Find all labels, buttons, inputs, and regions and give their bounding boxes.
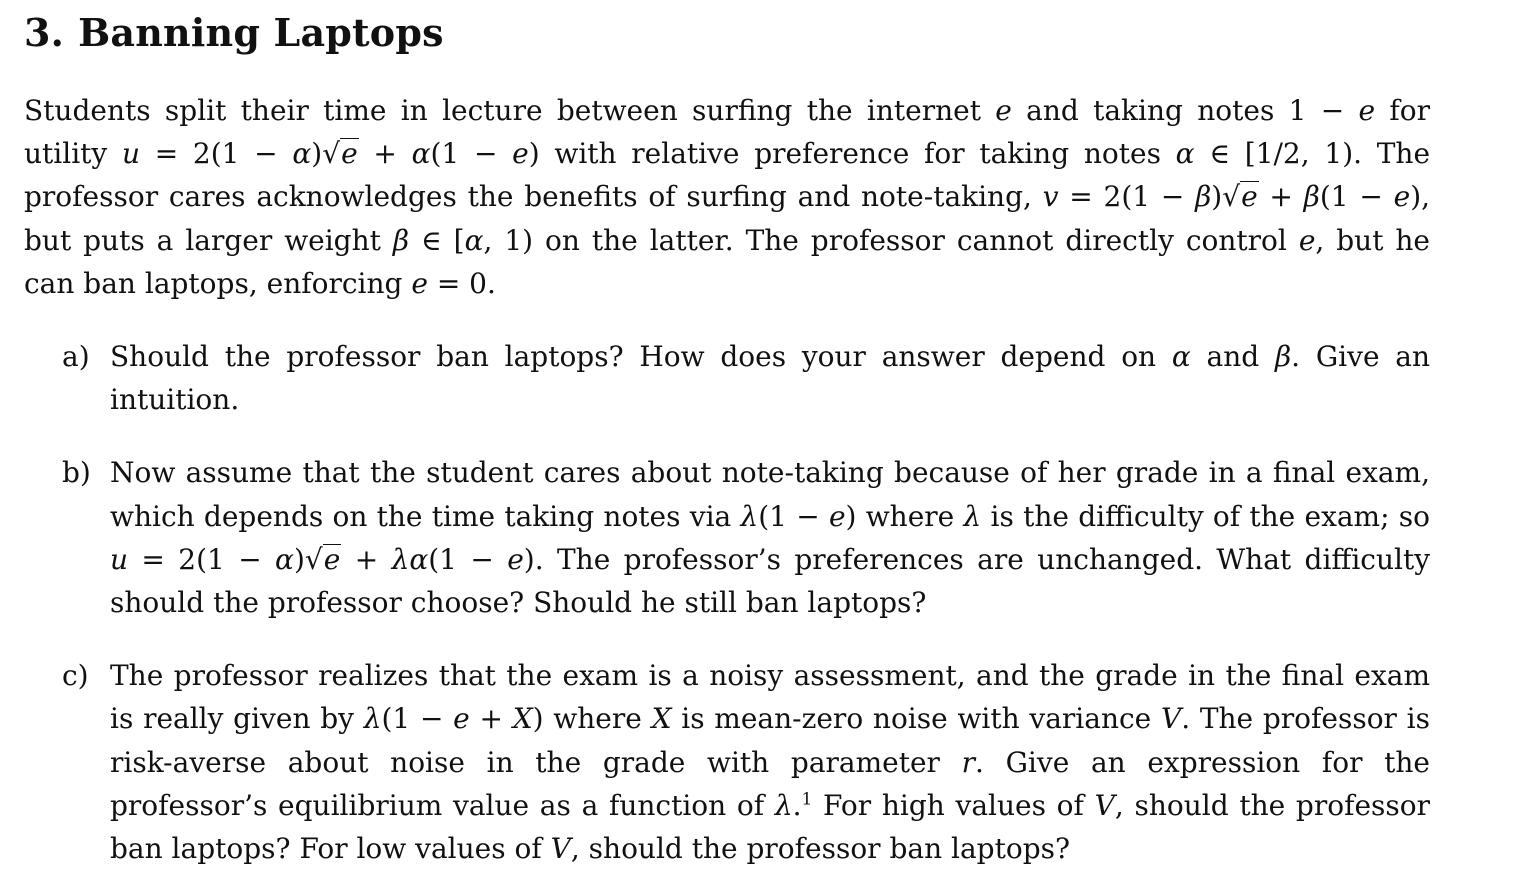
math-alpha: α [411, 137, 431, 171]
math-V: V [1094, 788, 1115, 822]
math-lambda: λ [740, 499, 759, 533]
section-number: 3. [24, 10, 65, 55]
math-X: X [651, 702, 672, 736]
math-e: e [1298, 223, 1316, 257]
math-lambda: λ [363, 702, 382, 736]
section-title: Banning Laptops [78, 10, 444, 55]
part-text: ) where [532, 702, 652, 736]
sqrt-sign: √ [304, 542, 323, 576]
math-beta: β [392, 223, 410, 257]
math-text: + [1258, 180, 1304, 214]
math-beta: β [1274, 340, 1292, 374]
math-e: e [828, 499, 846, 533]
math-text: + [469, 702, 513, 736]
math-text: (1 − [430, 137, 513, 171]
math-e: e [453, 702, 470, 736]
math-alpha: α [409, 542, 429, 576]
math-text: + [341, 542, 392, 576]
math-text: ) [311, 137, 323, 171]
part-text: is the difficulty of the exam; so [981, 499, 1431, 533]
part-text: and [1190, 340, 1275, 374]
problem-page [24, 0, 1430, 870]
math-e: e [1358, 94, 1376, 127]
math-v: v [1042, 180, 1059, 214]
math-e: e [1241, 180, 1258, 214]
math-alpha: α [1171, 340, 1191, 374]
intro-text: = 0. [427, 266, 496, 300]
part-text: ). The professor’s preferences are unchanged. What difficulty should the professor choose? Should he still ban laptops? [110, 542, 1431, 620]
math-e: e [411, 266, 428, 300]
math-V: V [1160, 702, 1182, 736]
math-text: = 2(1 − [140, 137, 293, 171]
math-e: e [995, 94, 1012, 127]
math-u: u [110, 542, 129, 576]
part-text: The professor realizes that the exam is a noisy assessment, and the grade in the final exam is really given by [110, 659, 1430, 736]
math-text: ) [1211, 180, 1223, 214]
part-label-b: b) [62, 456, 91, 490]
section-heading [24, 10, 1430, 56]
part-text: Now assume that the student cares about note-taking because of her grade in a final exam, which depends on the time taking notes via [110, 456, 1430, 533]
part-text: . Give an expression for the professor’s equilibrium value as a function of [110, 745, 1430, 822]
sqrt-sign: √ [1222, 180, 1241, 214]
math-alpha: α [275, 542, 294, 576]
intro-text: for utility [24, 94, 1431, 171]
intro-text: ∈ [1/2, 1). The professor cares acknowledges the benefits of surfing and note-taking, [24, 137, 1431, 214]
math-X: X [512, 702, 533, 736]
part-text: For high values of [812, 788, 1095, 822]
math-text: = 2(1 − [1058, 180, 1196, 214]
part-text: . [792, 788, 802, 822]
part-text: Should the professor ban laptops? How does your answer depend on [110, 340, 1172, 374]
math-e: e [341, 137, 358, 171]
sqrt-sign: √ [322, 137, 341, 171]
footnote-marker[interactable]: 1 [801, 789, 813, 810]
math-e: e [512, 137, 529, 171]
math-alpha: α [292, 137, 312, 171]
math-text: (1 − [758, 499, 829, 533]
question-parts-list [24, 335, 1430, 870]
math-lambda: λ [963, 499, 982, 533]
question-part-c [24, 654, 1430, 870]
part-text: . The professor is risk-averse about noise in the grade with parameter [110, 702, 1431, 779]
math-V: V [550, 832, 571, 866]
math-text: ) [293, 542, 305, 576]
math-lambda: λ [391, 542, 410, 576]
math-text: (1 − [381, 702, 454, 736]
math-e: e [323, 542, 341, 576]
part-text: is mean-zero noise with variance [671, 702, 1161, 736]
part-text: . Give an intuition. [110, 340, 1431, 417]
intro-text: and taking notes 1 − [1011, 94, 1359, 127]
math-text: (1 − [428, 542, 508, 576]
math-e: e [507, 542, 524, 576]
intro-paragraph [24, 89, 1430, 305]
part-label-a: a) [62, 340, 90, 374]
math-text: + [358, 137, 412, 171]
math-u: u [121, 137, 140, 171]
math-lambda: λ [774, 788, 793, 822]
part-text: , should the professor ban laptops? For low values of [110, 788, 1430, 866]
question-part-a [24, 335, 1430, 421]
part-label-c: c) [62, 659, 89, 693]
intro-text: ), but puts a larger weight [24, 180, 1431, 257]
intro-text: ) with relative preference for taking notes [528, 137, 1176, 171]
math-alpha: α [464, 223, 484, 257]
math-text: = 2(1 − [128, 542, 276, 576]
math-alpha: α [1175, 137, 1195, 171]
intro-text: , 1) on the latter. The professor cannot directly control [483, 223, 1299, 257]
math-r: r [961, 745, 975, 779]
math-beta: β [1303, 180, 1320, 214]
sqrt-e [1222, 175, 1258, 218]
intro-text: Students split their time in lecture between surfing the internet [24, 94, 996, 127]
sqrt-e [305, 538, 341, 581]
math-e: e [1393, 180, 1411, 214]
question-part-b [24, 451, 1430, 624]
math-beta: β [1195, 180, 1212, 214]
part-text: , should the professor ban laptops? [570, 832, 1071, 866]
sqrt-e [322, 132, 358, 175]
part-text: ) where [845, 499, 964, 533]
math-text: ∈ [ [409, 223, 465, 257]
intro-text: , but he can ban laptops, enforcing [24, 223, 1431, 300]
math-text: (1 − [1319, 180, 1394, 214]
